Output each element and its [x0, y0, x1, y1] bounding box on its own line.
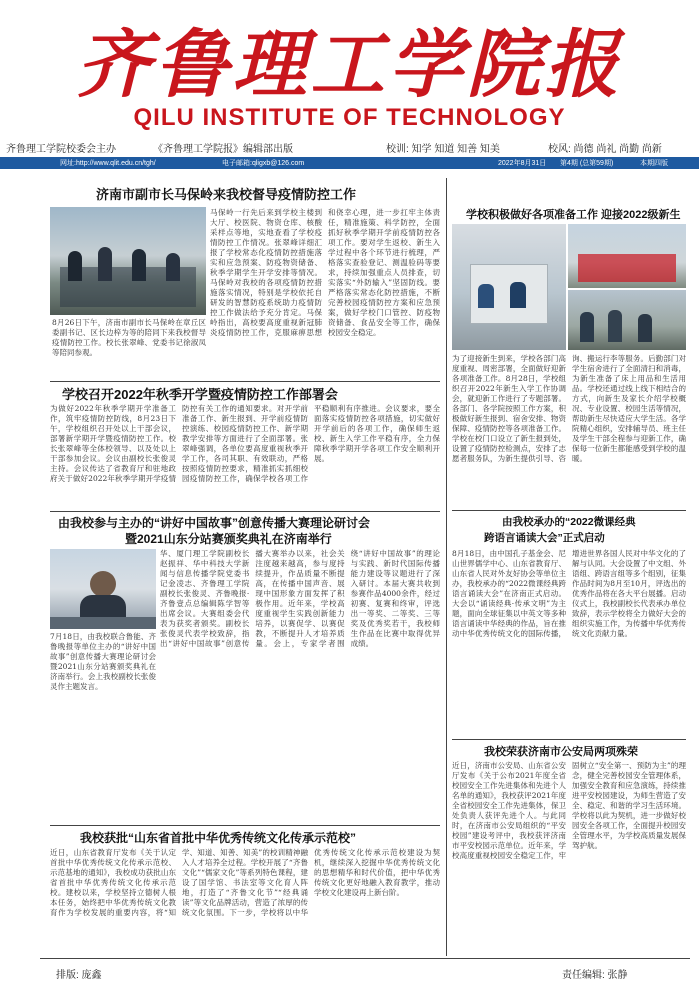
email-link[interactable]: 电子邮箱:qligxb@126.com	[222, 160, 305, 167]
article-1-caption: 8月26日下午，济南市副市长马保岭在章丘区委副书记、区长边梓为等的陪同下来我校督导疫情防控工作。校长张翠峰、党委书记徐淑凤等陪同参观。	[52, 318, 206, 357]
article-6-headline-line1: 由我校承办的“2022微课经典	[502, 516, 636, 528]
article-5-body: 为了迎接新生到来，学校各部门高度重视、周密部署，全面做好迎新各项准备工作。8月28日，学校组织召开2022年新生入学工作协调会，就迎新工作进行了专题部署。各部门、各学院按照工作方案，积极做好新生报到、宿舍安排、物资保障、疫情防控等各项准备工作。学校在校门口设立了新生报到处，设置了疫情防控检测点，安排了志愿者服务队，为新生提供引导、咨询、搬运行李等服务。后勤部门对学生宿舍进行了全面清扫和消毒，为新生准备了床上用品和生活用品。学校还通过线上线下相结合的方式，向新生及家长介绍学校概况、专业设置、校园生活等情况，帮助新生尽快适应大学生活。各学院精心组织，安排辅导员、班主任及学生干部全程参与迎新工作，确保每一位新生都能感受到学校的温暖。	[452, 354, 686, 463]
column-divider	[446, 178, 447, 956]
divider	[50, 381, 440, 382]
sponsor-text: 齐鲁理工学院校委会主办	[6, 144, 116, 155]
info-bar	[0, 140, 699, 156]
article-5-photo-3	[568, 290, 686, 350]
article-6-body: 8月18日，由中国孔子基金会、尼山世界儒学中心、山东省教育厅、山东省人民对外友好协会等单位主办，我校承办的“2022微课经典跨语言诵读大会”在济南正式启动。大会以“诵读经典·传承文明”为主题，面向全球征集以中英文等多种语言诵读中华经典的作品，旨在推动中华优秀传统文化的国际传播，增进世界各国人民对中华文化的了解与认同。大会设置了中文组、外语组、跨语言组等多个组别，征集作品时间为8月至10月，评选出的优秀作品将在各大平台展播。启动仪式上，我校副校长代表承办单位致辞，表示学校将全力做好大会的组织实施工作，为传播中华优秀传统文化贡献力量。	[452, 549, 686, 638]
edition-count: 本期四版	[640, 160, 668, 167]
article-3-photo	[50, 549, 156, 629]
editor-credit: 责任编辑: 张静	[562, 970, 628, 981]
article-2-headline: 学校召开2022年秋季开学暨疫情防控工作部署会	[62, 387, 338, 402]
website-link[interactable]: 网址:http://www.qlit.edu.cn/tgh/	[60, 160, 156, 167]
newspaper-title: 齐鲁理工学院报	[76, 22, 623, 108]
article-1-photo	[50, 207, 206, 315]
layout-credit: 排版: 庞鑫	[56, 970, 102, 981]
meta-bar	[0, 157, 699, 169]
article-7-headline: 我校荣获济南市公安局两项殊荣	[484, 746, 638, 758]
article-3-caption: 7月18日，由我校联合鲁能、齐鲁晚报等单位主办的“讲好中国故事”创意传播大赛理论研讨会暨2021山东分站赛颁奖典礼在济南举行。会上我校副校长张俊灵作主题发言。	[50, 632, 156, 691]
article-1-body: 马保岭一行先后来到学校主楼到大厅、校医院、物资仓库、核酸采样点等地，实地查看了学校疫情防控工作情况。张翠峰详细汇报了学校常态化疫情防控措施落实和应急预案、防疫物资储备、秋季学期学生开学安排等情况。马保岭对我校的各项疫情防控措施落实情况，特别是学校依托自研发的智慧防疫系统助力疫情防控工作做法给予充分肯定。马保岭指出，高校要高度重视新冠肺炎疫情防控工作，克服麻痹思想和侥幸心理，进一步扛牢主体责任，精准施策、科学防控，全面抓好秋季学期开学前疫情防控各项工作。要对学生返校、新生入学过程中各个环节进行梳理，严格落实查验登记、测温验码等要求，持续加强重点人员排查，切实落实“外防输入”坚固防线。要严格落实常态化防控措施，不断完善校园疫情防控方案和应急预案，做好学校门口管控、防疫物资储备、食品安全等工作，确保校园安全稳定。	[210, 208, 440, 337]
motto-text: 校训: 知学 知道 知善 知美	[386, 144, 500, 155]
article-5-photo-2	[568, 224, 686, 288]
editor-text: 《齐鲁理工学院报》编辑部出版	[153, 144, 293, 155]
article-6-headline-line2: 跨语言诵读大会”正式启动	[484, 532, 605, 544]
article-7-body: 近日，济南市公安局、山东省公安厅发布《关于公布2021年度全省校园安全工作先进集体和先进个人名单的通知》，我校获评2021年度全省校园安全工作先进集体，保卫处负责人获评先进个人。与此同时，在济南市公安局组织的“平安校园”建设考评中，我校获评济南市平安校园示范单位。近年来，学校高度重视校园安全稳定工作，牢固树立“安全第一、预防为主”的理念，健全完善校园安全管理体系，加强安全教育和应急演练，持续推进平安校园建设，为师生营造了安全、稳定、和谐的学习生活环境。学校将以此为契机，进一步做好校园安全各项工作，全面提升校园安全管理水平，为学校高质量发展保驾护航。	[452, 761, 686, 860]
issue-number: 第4期 (总第59期)	[560, 160, 614, 167]
article-3-headline-line1: 由我校参与主办的“讲好中国故事”创意传播大赛理论研讨会	[58, 516, 371, 530]
article-3-headline-line2: 暨2021山东分站赛颁奖典礼在济南举行	[125, 532, 332, 546]
masthead	[0, 0, 699, 140]
article-1-headline: 济南市副市长马保岭来我校督导疫情防控工作	[96, 187, 357, 202]
divider	[452, 739, 686, 740]
divider	[452, 510, 686, 511]
article-2-body: 为做好2022年秋季学期开学准备工作，筑牢疫情防控防线，8月23日下午，学校组织召开处以上干部会议，部署新学期开学暨疫情防控工作。校长张翠峰等全体校领导、以及处以上干部参加会议。会议由副校长张俊灵主持。会议传达了省教育厅和驻地政府关于做好2022年秋季学期开学疫情防控有关工作的通知要求。对开学前准备工作、新生报到、开学前疫情防控演练、校园疫情防控工作、新学期教学安排等方面进行了全面部署。张翠峰强调，各单位要高度重视秋季开学工作，各司其职、有效联动，严格按照疫情防控要求，精准抓实抓细校园疫情防控工作，确保学校各项工作平稳顺利有序推进。会议要求，要全面落实疫情防控各项措施，切实做好开学前后的各项工作，确保师生返校、新生入学工作平稳有序，全力保障秋季学期开学各项工作安全顺利开展。	[50, 404, 440, 483]
spirit-text: 校风: 尚德 尚礼 尚勤 尚新	[548, 144, 662, 155]
newspaper-title-en: QILU INSTITUTE OF TECHNOLOGY	[133, 104, 566, 131]
article-5-headline: 学校积极做好各项准备工作 迎接2022级新生	[466, 209, 681, 221]
article-4-body: 近日，山东省教育厅发布《关于认定首批中华优秀传统文化传承示范校、示范基地的通知》，我校成功获批山东省首批中华优秀传统文化传承示范校。建校以来，学校坚持立德树人根本任务，始终把中华优秀传统文化教育作为学校发展的重要内容，将“知学、知道、知善、知美”的校训精神融入人才培养全过程。学校开展了“齐鲁文化”“儒家文化”等系列特色课程，建设了国学馆、书法室等文化育人阵地，打造了“齐鲁文化节”“经典诵读”等文化品牌活动，营造了浓厚的传统文化氛围。下一步，学校将以中华优秀传统文化传承示范校建设为契机，继续深入挖掘中华优秀传统文化的思想精华和时代价值，把中华优秀传统文化更好地融入教育教学，推动学校文化建设再上新台阶。	[50, 848, 440, 917]
footer	[0, 962, 699, 985]
article-4-headline: 我校获批“山东省首批中华优秀传统文化传承示范校”	[80, 831, 357, 845]
footer-rule	[40, 958, 690, 959]
article-5-photo-1	[452, 224, 566, 350]
article-3-body: 华、厦门理工学院副校长赵振祥、华中科技大学新闻与信息传播学院党委书记金凌志、齐鲁理工学院副校长张俊灵、齐鲁晚报·齐鲁壹点总编辑陈学智等出席会议。大赛组委会代表为获奖者颁奖。副校长张俊灵代表学校致辞，指出“讲好中国故事”创意传播大赛举办以来，社会关注度越来越高，参与度持续提升，作品质量不断提高，在传播中国声音、展现中国形象方面发挥了积极作用。近年来，学校高度重视学生实践创新能力培养，以赛促学、以赛促教，不断提升人才培养质量。会上，专家学者围绕“讲好中国故事”的理论与实践、新时代国际传播能力建设等议题进行了深入研讨。本届大赛共收到参赛作品4000余件，经过初赛、复赛和终审，评选出一等奖、二等奖、三等奖及优秀奖若干，我校师生作品在比赛中取得优异成绩。	[160, 549, 440, 648]
issue-date: 2022年8月31日	[498, 160, 547, 167]
divider	[50, 511, 440, 512]
divider	[50, 825, 440, 826]
